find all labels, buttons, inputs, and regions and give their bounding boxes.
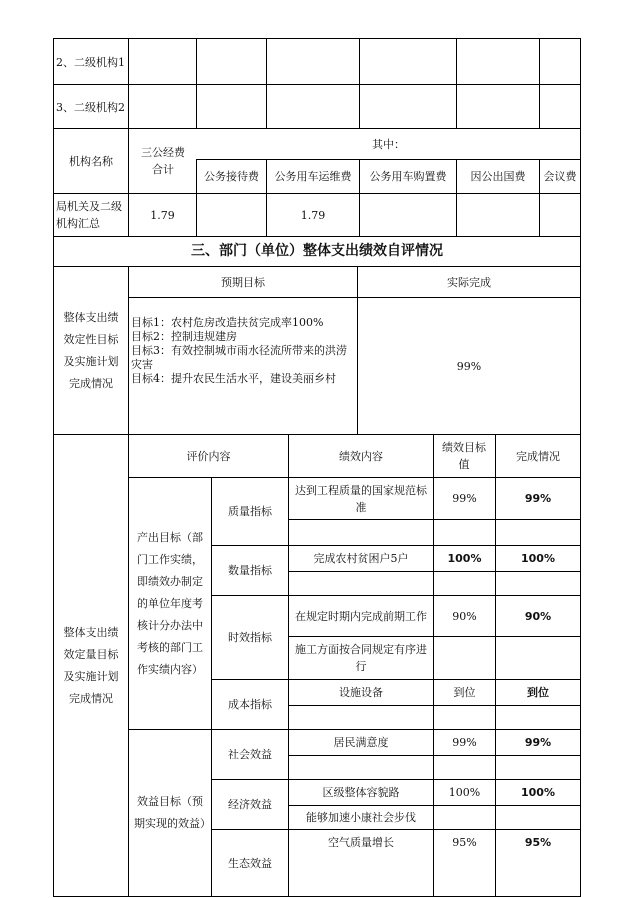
n1-content: 完成农村贫困户5户 [313, 552, 409, 565]
header-reception: 公务接待费 [204, 170, 259, 183]
output-group-label: 产出目标（部门工作实绩，即绩效办制定的单位年度考核计分办法中考核的部门工作实绩内容） [137, 530, 203, 676]
q1-done: 99% [524, 492, 552, 505]
header-org-name: 机构名称 [69, 154, 113, 168]
indicator-quantity: 数量指标 [228, 564, 272, 577]
actual-value: 99% [456, 359, 482, 373]
col-done-header: 完成情况 [516, 449, 560, 463]
indicator-quality: 质量指标 [228, 505, 272, 518]
expected-header: 预期目标 [221, 275, 265, 289]
g1-content: 空气质量增长 [328, 836, 394, 849]
indicator-social: 社会效益 [228, 748, 272, 761]
summary-total: 1.79 [150, 208, 175, 222]
e2-content: 能够加速小康社会步伐 [306, 811, 416, 824]
actual-header: 实际完成 [447, 275, 491, 289]
header-three-public-total: 三公经费合计 [141, 146, 185, 176]
section-title: 三、部门（单位）整体支出绩效自评情况 [191, 243, 443, 259]
summary-vehicle-ops: 1.79 [300, 208, 326, 222]
c1-target: 到位 [453, 686, 476, 699]
row-label-second-org-1: 2、二级机构1 [56, 55, 125, 69]
n1-done: 100% [521, 552, 555, 565]
s1-target: 99% [452, 736, 477, 749]
goal-2: 目标2：控制违规建房 [131, 330, 237, 343]
indicator-time: 时效指标 [228, 631, 272, 644]
col-target-header: 绩效目标值 [442, 441, 486, 471]
q1-target: 99% [452, 492, 477, 505]
header-abroad: 因公出国费 [470, 170, 526, 183]
qualitative-label: 整体支出绩效定性目标及实施计划完成情况 [63, 310, 119, 390]
q1-content: 达到工程质量的国家规范标准 [295, 483, 427, 514]
expected-goals-list [131, 316, 356, 386]
goal-3: 目标3：有效控制城市雨水径流所带来的洪涝灾害 [131, 344, 347, 371]
e1-done: 100% [521, 786, 555, 799]
indicator-cost: 成本指标 [228, 698, 272, 711]
s1-done: 99% [524, 736, 552, 749]
goal-1: 目标1：农村危房改造扶贫完成率100% [131, 316, 324, 329]
n1-target: 100% [447, 552, 482, 565]
e1-content: 区级整体容貌路 [322, 786, 400, 799]
col-content-header: 绩效内容 [339, 449, 383, 463]
g1-target: 95% [452, 836, 477, 849]
e1-target: 100% [448, 786, 481, 799]
row-label-second-org-2: 3、二级机构2 [56, 100, 125, 114]
goal-4: 目标4：提升农民生活水平，建设美丽乡村 [131, 372, 336, 385]
t2-content: 施工方面按合同规定有序进行 [295, 643, 427, 673]
header-of-which: 其中： [372, 137, 405, 151]
c1-content: 设施设备 [339, 686, 383, 699]
col-eval-header: 评价内容 [186, 449, 231, 463]
c1-done: 到位 [527, 686, 549, 699]
summary-label: 局机关及二级机构汇总 [56, 200, 122, 230]
s1-content: 居民满意度 [333, 736, 389, 749]
quantitative-label: 整体支出绩效定量目标及实施计划完成情况 [63, 625, 119, 705]
indicator-eco: 生态效益 [228, 856, 272, 870]
g1-done: 95% [524, 836, 552, 849]
t1-content: 在规定时期内完成前期工作 [295, 609, 427, 623]
t1-done: 90% [524, 609, 552, 623]
header-meeting: 会议费 [543, 170, 577, 183]
indicator-economic: 经济效益 [228, 798, 272, 811]
benefit-group-label: 效益目标（预期实现的效益） [134, 795, 211, 830]
header-vehicle-purchase: 公务用车购置费 [369, 170, 447, 183]
header-vehicle-ops: 公务用车运维费 [274, 170, 352, 183]
t1-target: 90% [452, 609, 477, 623]
